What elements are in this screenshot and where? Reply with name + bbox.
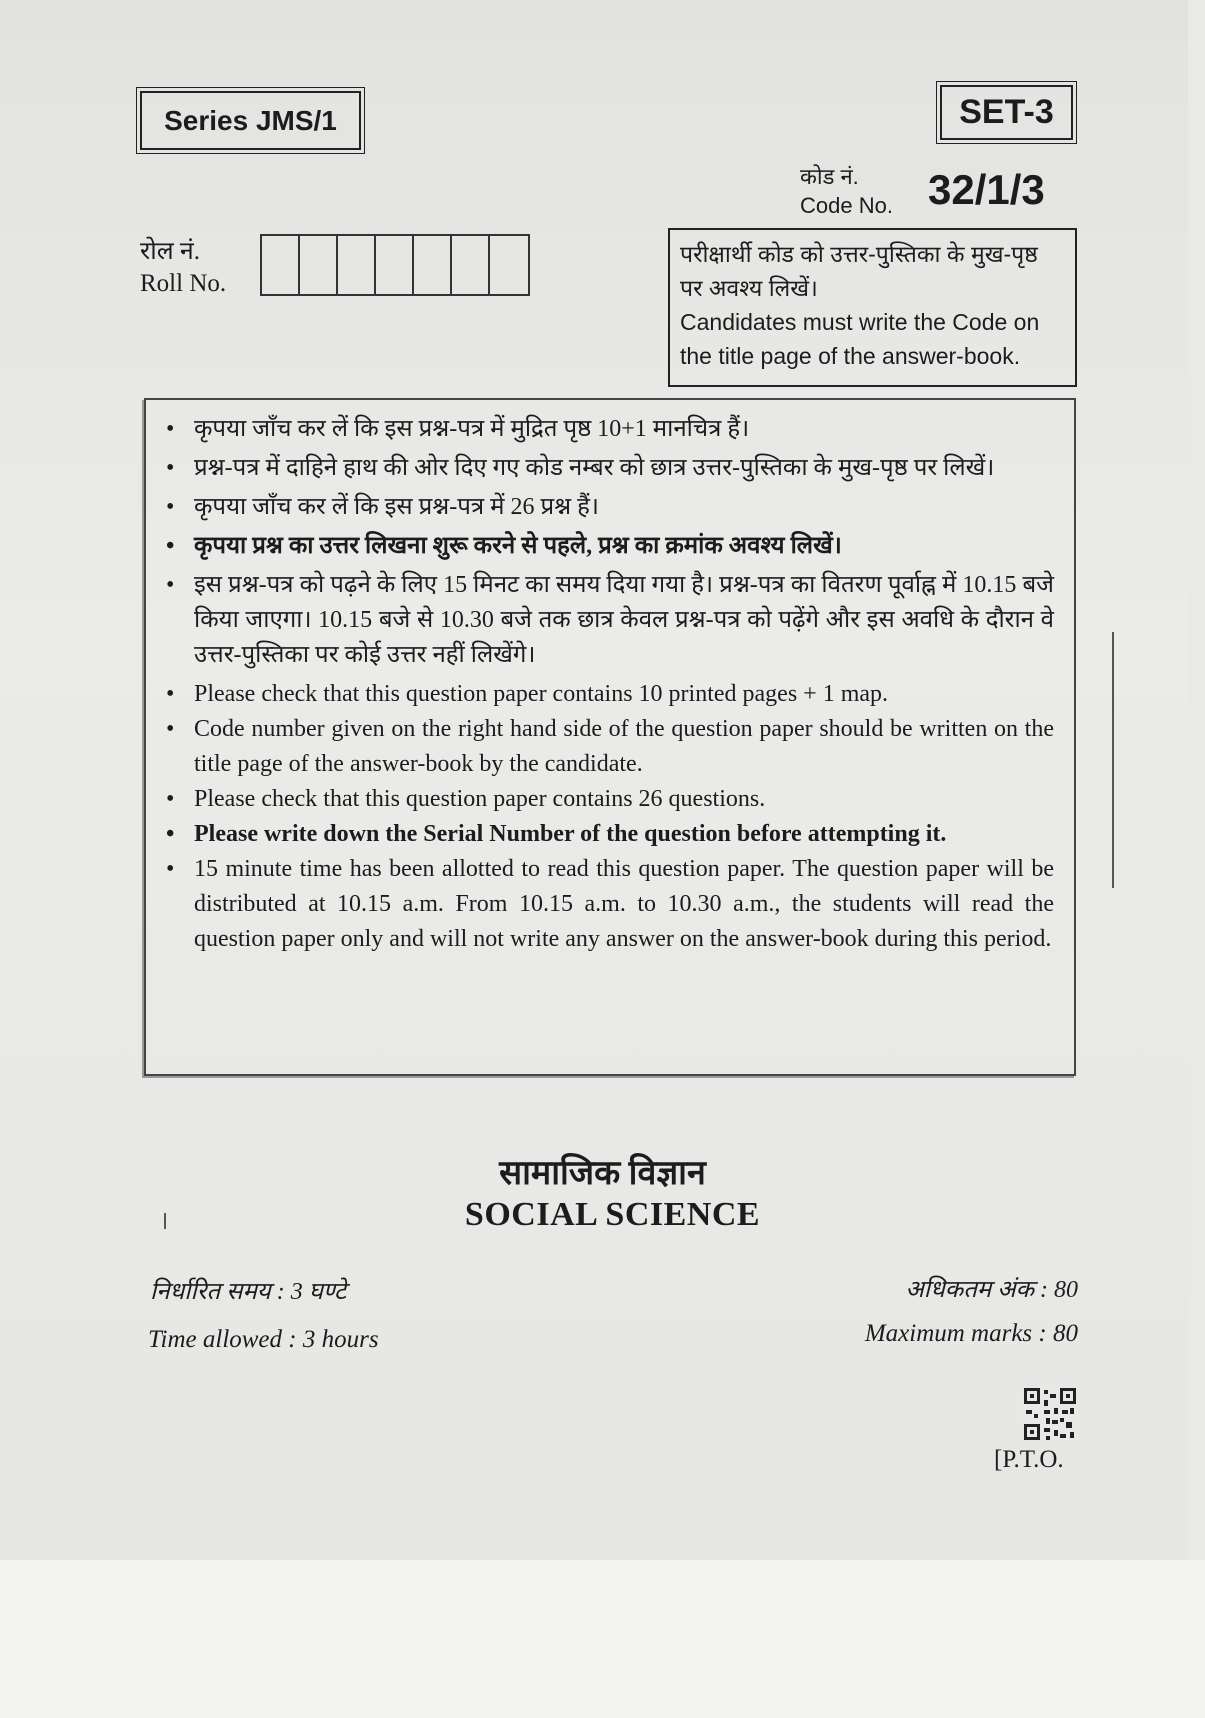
roll-number-cell[interactable] [490,236,528,294]
instruction-hi-1: • कृपया जाँच कर लें कि इस प्रश्न-पत्र में मुद्रित पृष्ठ 10+1 मानचित्र हैं। [166,412,1054,447]
please-turn-over: [P.T.O. [994,1446,1064,1473]
instruction-hi-2: • प्रश्न-पत्र में दाहिने हाथ की ओर दिए गए कोड नम्बर को छात्र उत्तर-पुस्तिका के मुख-पृष्ठ पर लिखें। [166,451,1054,486]
roll-number-cell[interactable] [338,236,376,294]
instruction-hi-4: • कृपया प्रश्न का उत्तर लिखना शुरू करने से पहले, प्रश्न का क्रमांक अवश्य लिखें। [166,529,1054,564]
instruction-hi-5: • इस प्रश्न-पत्र को पढ़ने के लिए 15 मिनट का समय दिया गया है। प्रश्न-पत्र का वितरण पूर्वाह्न में 10.15 बजे किया जाएगा। 10.15 बजे से 10.30 बजे तक छात्र केवल प्रश्न-पत्र को पढ़ेंगे और इस अवधि के दौरान वे उत्तर-पुस्तिका पर कोई उत्तर नहीं लिखेंगे। [166,568,1054,673]
margin-mark [1112,632,1114,888]
candidate-note-hindi: परीक्षार्थी कोड को उत्तर-पुस्तिका के मुख-पृष्ठ पर अवश्य लिखें। [680,241,1038,301]
subject-title-hindi: सामाजिक विज्ञान [499,1155,706,1192]
instruction-en-1: • Please check that this question paper contains 10 printed pages + 1 map. [166,677,1054,712]
general-instructions-box [144,398,1076,1076]
maximum-marks-hindi: अधिकतम अंक : 80 [905,1277,1078,1303]
code-number: 32/1/3 [928,166,1045,213]
roll-label-english: Roll No. [140,270,227,297]
instructions-list [166,412,1054,957]
code-label-english: Code No. [800,193,893,218]
series-label: Series JMS/1 [140,91,361,150]
roll-number-boxes[interactable] [260,234,530,296]
candidate-note-english: Candidates must write the Code on the title page of the answer-book. [680,309,1040,369]
roll-number-label [140,236,226,300]
margin-tick [164,1213,166,1229]
instruction-en-4: • Please write down the Serial Number of the question before attempting it. [166,817,1054,852]
time-allowed-hindi: निर्धारित समय : 3 घण्टे [150,1279,347,1305]
instruction-hi-3: • कृपया जाँच कर लें कि इस प्रश्न-पत्र में 26 प्रश्न हैं। [166,490,1054,525]
candidate-instruction-box [668,228,1077,387]
code-label [800,162,893,220]
roll-label-hindi: रोल नं. [140,238,201,265]
roll-number-cell[interactable] [376,236,414,294]
roll-number-cell[interactable] [452,236,490,294]
instruction-en-5: • 15 minute time has been allotted to read this question paper. The question paper will be distributed at 10.15 a.m. From 10.15 a.m. to 10.30 a.m., the students will read the question paper only and will not write any answer on the answer-book during this period. [166,852,1054,957]
instruction-en-3: • Please check that this question paper contains 26 questions. [166,782,1054,817]
instruction-en-2: • Code number given on the right hand side of the question paper should be written on the title page of the answer-book by the candidate. [166,712,1054,782]
roll-number-cell[interactable] [300,236,338,294]
time-allowed-english: Time allowed : 3 hours [148,1326,379,1353]
code-label-hindi: कोड नं. [800,164,859,189]
set-label: SET-3 [940,85,1073,140]
page-bottom-margin [0,1560,1205,1718]
roll-number-cell[interactable] [414,236,452,294]
qr-code-icon [1022,1386,1078,1442]
roll-number-cell[interactable] [262,236,300,294]
subject-title-english: SOCIAL SCIENCE [464,1196,761,1233]
maximum-marks-english: Maximum marks : 80 [864,1320,1078,1347]
